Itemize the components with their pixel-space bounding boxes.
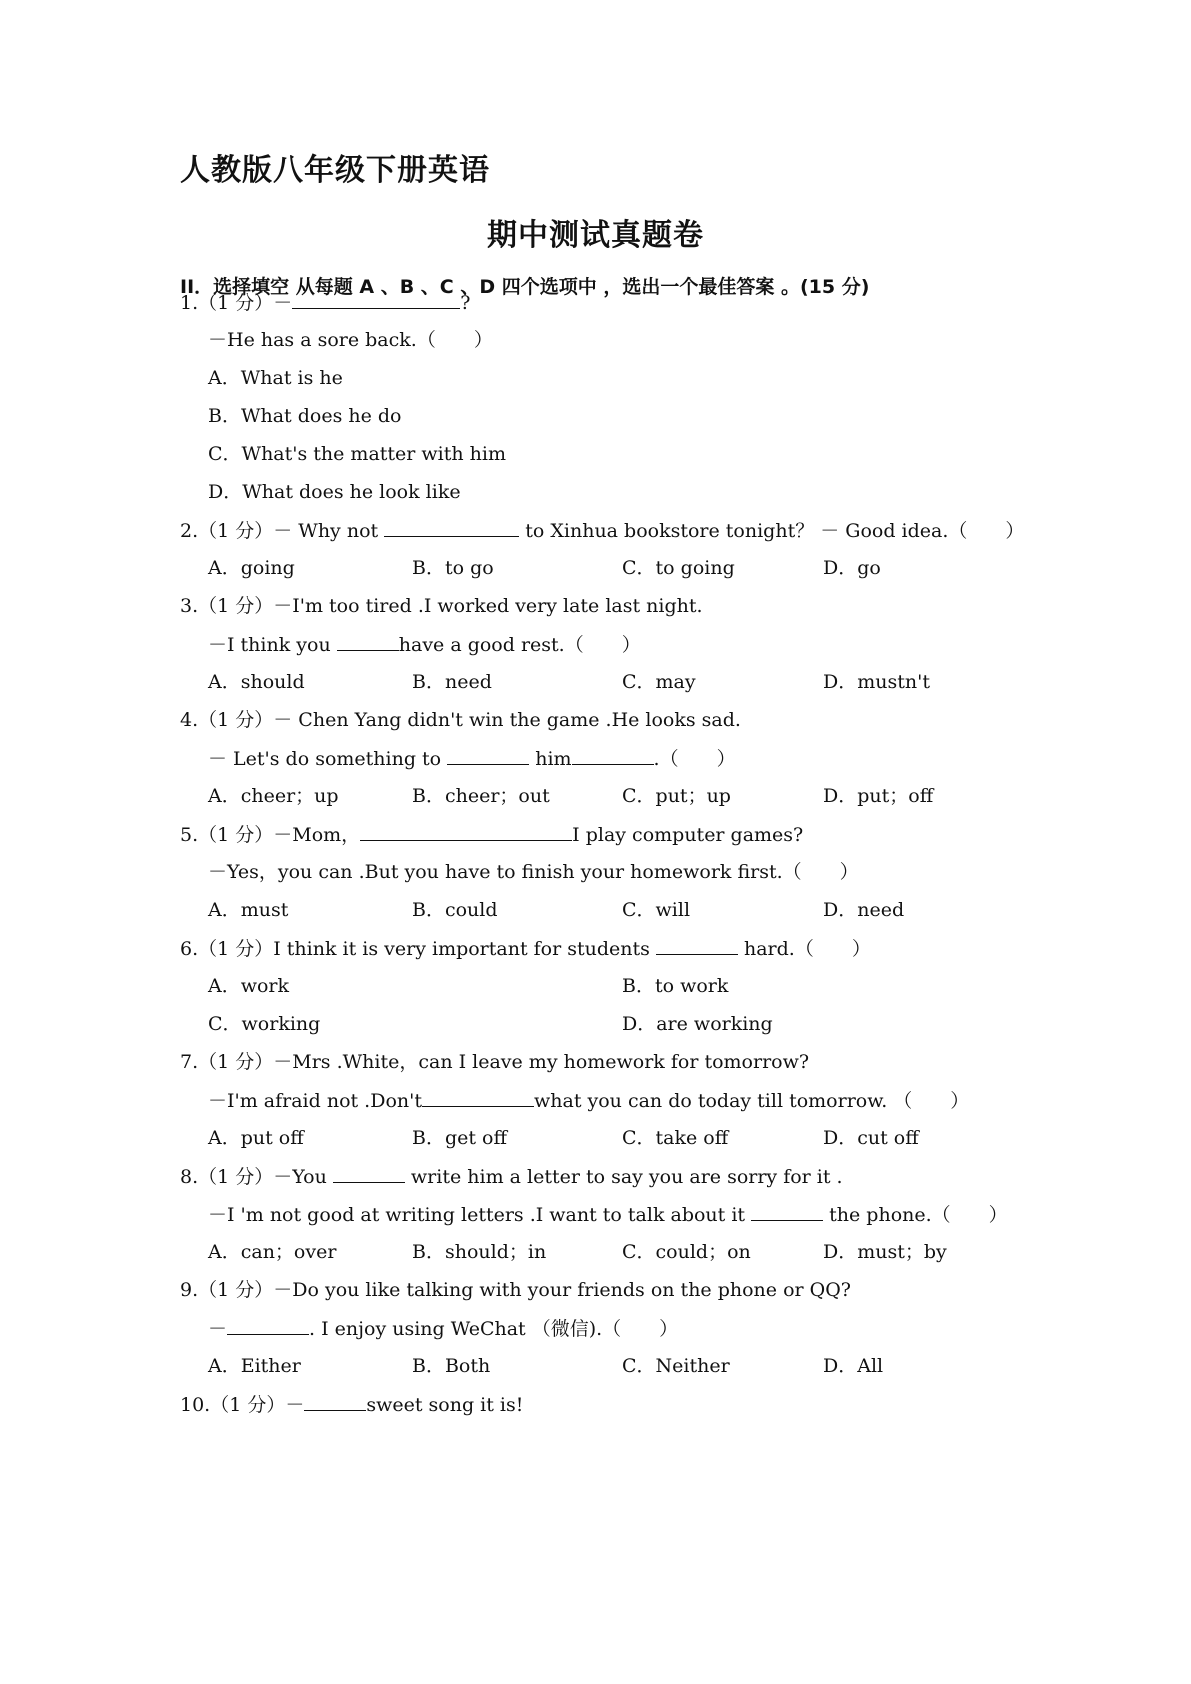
option-d: D．All <box>823 1355 884 1377</box>
question-8-reply-post: the phone.（ ） <box>829 1204 1008 1226</box>
question-8-prefix: 8.（1 分）－You <box>180 1166 327 1188</box>
question-3-stem: 3.（1 分）－I'm too tired .I worked very late last night. <box>180 595 703 617</box>
option-d: D．must；by <box>823 1241 947 1263</box>
answer-blank <box>360 822 572 841</box>
option-c: C．may <box>622 671 696 693</box>
answer-blank <box>656 936 738 955</box>
option-b: B．to work <box>622 975 729 997</box>
question-4-reply-pre: － Let's do something to <box>208 748 442 770</box>
question-9-stem: 9.（1 分）－Do you like talking with your friends on the phone or QQ? <box>180 1279 851 1301</box>
option-a: A．should <box>208 671 305 693</box>
question-5-reply: －Yes，you can .But you have to finish your homework first.（ ） <box>208 861 859 883</box>
question-1-reply: －He has a sore back.（ ） <box>208 329 493 351</box>
question-9-reply-post: . I enjoy using WeChat （微信).（ ） <box>309 1318 679 1340</box>
question-7-reply-post: what you can do today till tomorrow. （ ） <box>534 1090 970 1112</box>
option-c: C．to going <box>622 557 735 579</box>
question-1-suffix: ? <box>460 292 471 314</box>
option-c: C．Neither <box>622 1355 730 1377</box>
option-b: B．cheer；out <box>412 785 550 807</box>
question-8-reply-pre: －I 'm not good at writing letters .I want to talk about it <box>208 1204 746 1226</box>
answer-blank <box>751 1202 823 1221</box>
question-4-reply-mid: him <box>535 748 572 770</box>
option-a: A．can；over <box>208 1241 337 1263</box>
option-d: D．are working <box>622 1013 773 1035</box>
question-2-prefix: 2.（1 分）－ Why not <box>180 520 379 542</box>
option-b: B．Both <box>412 1355 491 1377</box>
question-8-stem <box>180 1164 843 1189</box>
question-3-reply-pre: －I think you <box>208 634 331 656</box>
option-d: D．mustn't <box>823 671 930 693</box>
option-c: C．take off <box>622 1127 729 1149</box>
option-d: D．What does he look like <box>208 481 461 503</box>
option-a: A．What is he <box>208 367 343 389</box>
document-subtitle: 期中测试真题卷 <box>487 218 704 253</box>
option-a: A．put off <box>208 1127 304 1149</box>
question-3-reply <box>208 632 641 657</box>
option-a: A．work <box>208 975 290 997</box>
question-9-reply-pre: － <box>208 1318 228 1340</box>
option-a: A．cheer；up <box>208 785 339 807</box>
question-2-stem <box>180 518 1024 543</box>
answer-blank <box>337 632 399 651</box>
option-b: B．What does he do <box>208 405 402 427</box>
answer-blank <box>384 518 519 537</box>
option-b: B．could <box>412 899 498 921</box>
option-a: A．going <box>208 557 295 579</box>
question-6-suffix: hard.（ ） <box>743 938 871 960</box>
answer-blank <box>333 1164 405 1183</box>
question-7-reply <box>208 1088 969 1113</box>
question-10-prefix: 10.（1 分）－ <box>180 1394 305 1416</box>
option-d: D．put；off <box>823 785 934 807</box>
question-1-prefix: 1.（1 分）－ <box>180 292 293 314</box>
option-b: B．should；in <box>412 1241 547 1263</box>
option-a: A．must <box>208 899 289 921</box>
question-8-reply <box>208 1202 1008 1227</box>
answer-blank <box>572 746 654 765</box>
question-1-stem <box>180 290 470 315</box>
option-c: C．working <box>208 1013 321 1035</box>
option-c: C．What's the matter with him <box>208 443 506 465</box>
answer-blank <box>422 1088 534 1107</box>
question-3-reply-post: have a good rest.（ ） <box>398 634 641 656</box>
question-4-stem: 4.（1 分）－ Chen Yang didn't win the game .He looks sad. <box>180 709 741 731</box>
answer-blank <box>304 1392 366 1411</box>
option-b: B．to go <box>412 557 494 579</box>
question-6-stem <box>180 936 871 961</box>
question-9-reply <box>208 1316 678 1341</box>
option-d: D．cut off <box>823 1127 919 1149</box>
question-4-reply <box>208 746 736 771</box>
question-10-suffix: sweet song it is! <box>366 1394 524 1416</box>
option-c: C．could；on <box>622 1241 751 1263</box>
question-5-stem <box>180 822 803 847</box>
answer-blank <box>447 746 529 765</box>
section-header: II．选择填空 从每题 A 、B 、C 、D 四个选项中 ，选出一个最佳答案 。(15 分) <box>180 276 870 298</box>
question-7-reply-pre: －I'm afraid not .Don't <box>208 1090 422 1112</box>
question-5-prefix: 5.（1 分）－Mom， <box>180 824 361 846</box>
question-6-prefix: 6.（1 分）I think it is very important for students <box>180 938 650 960</box>
question-8-suffix: write him a letter to say you are sorry for it . <box>410 1166 843 1188</box>
option-c: C．will <box>622 899 691 921</box>
option-b: B．need <box>412 671 492 693</box>
document-title: 人教版八年级下册英语 <box>180 153 490 188</box>
question-5-suffix: I play computer games? <box>572 824 804 846</box>
option-c: C．put；up <box>622 785 731 807</box>
option-a: A．Either <box>208 1355 301 1377</box>
question-7-stem: 7.（1 分）－Mrs .White，can I leave my homework for tomorrow? <box>180 1051 810 1073</box>
option-d: D．need <box>823 899 905 921</box>
answer-blank <box>292 290 460 309</box>
option-d: D．go <box>823 557 881 579</box>
question-10-stem <box>180 1392 523 1417</box>
answer-blank <box>227 1316 309 1335</box>
question-4-reply-post: .（ ） <box>653 748 736 770</box>
question-2-suffix: to Xinhua bookstore tonight？ － Good idea.（ ） <box>525 520 1025 542</box>
option-b: B．get off <box>412 1127 507 1149</box>
